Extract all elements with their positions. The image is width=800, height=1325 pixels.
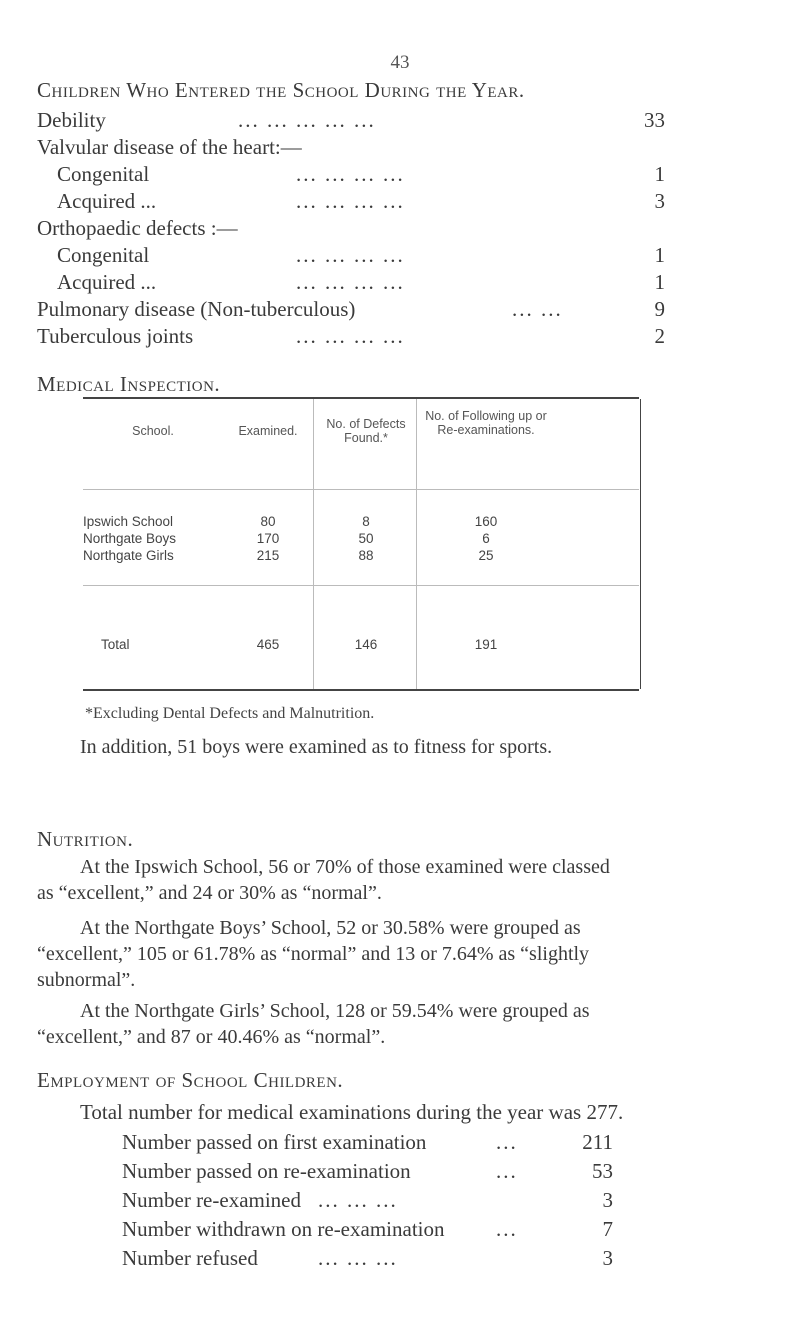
table-total-label: Total bbox=[101, 637, 130, 652]
entrant-value: 1 bbox=[654, 162, 665, 186]
entrant-label: Acquired ... bbox=[57, 189, 157, 213]
table-cell-school: Northgate Boys bbox=[83, 531, 177, 546]
header-school: School. bbox=[132, 424, 174, 438]
employment-value: 7 bbox=[602, 1217, 613, 1241]
table-cell-school: Northgate Girls bbox=[83, 548, 174, 563]
nutrition-line: At the Northgate Boys’ School, 52 or 30.58% were grouped as bbox=[80, 917, 581, 939]
employment-label: Number refused bbox=[122, 1246, 258, 1270]
entrants-heading: Children Who Entered the School During the Year. bbox=[37, 78, 525, 102]
leader-dots: ... ... ... ... bbox=[296, 324, 405, 348]
table-cell-defects: 50 bbox=[358, 531, 374, 546]
table-total-followups: 191 bbox=[474, 637, 498, 652]
table-total-examined: 465 bbox=[256, 637, 280, 652]
employment-label: Number withdrawn on re-examination bbox=[122, 1217, 445, 1241]
entrant-label: Congenital bbox=[57, 243, 150, 267]
entrant-value: 1 bbox=[654, 270, 665, 294]
employment-heading: Employment of School Children. bbox=[37, 1068, 344, 1092]
header-examined: Examined. bbox=[238, 424, 298, 438]
nutrition-line: subnormal”. bbox=[37, 969, 136, 991]
table-footnote: *Excluding Dental Defects and Malnutrition. bbox=[85, 705, 375, 722]
entrant-label: Pulmonary disease (Non-tuberculous) bbox=[37, 297, 356, 321]
table-cell-examined: 215 bbox=[256, 548, 280, 563]
employment-value: 53 bbox=[592, 1159, 613, 1183]
leader-dots: ... bbox=[496, 1159, 518, 1183]
employment-value: 3 bbox=[602, 1188, 613, 1212]
entrant-label: Valvular disease of the heart:— bbox=[37, 135, 302, 159]
column-divider bbox=[416, 399, 417, 689]
entrant-value: 1 bbox=[654, 243, 665, 267]
leader-dots: ... ... ... bbox=[318, 1246, 398, 1270]
leader-dots: ... bbox=[496, 1130, 518, 1154]
table-cell-followups: 25 bbox=[478, 548, 494, 563]
employment-value: 211 bbox=[582, 1130, 613, 1154]
employment-label: Number passed on re-examination bbox=[122, 1159, 411, 1183]
nutrition-line: At the Ipswich School, 56 or 70% of those examined were classed bbox=[80, 856, 610, 878]
employment-label: Number re-examined bbox=[122, 1188, 302, 1212]
leader-dots: ... ... ... ... bbox=[296, 162, 405, 186]
header-followups: No. of Following up or Re-examinations. bbox=[425, 409, 547, 437]
nutrition-line: At the Northgate Girls’ School, 128 or 59.54% were grouped as bbox=[80, 1000, 590, 1022]
page-number: 43 bbox=[390, 52, 410, 73]
nutrition-heading: Nutrition. bbox=[37, 827, 134, 851]
nutrition-line: “excellent,” 105 or 61.78% as “normal” and 13 or 7.64% as “slightly bbox=[37, 943, 590, 965]
table-cell-school: Ipswich School bbox=[83, 514, 174, 529]
entrant-value: 33 bbox=[644, 108, 665, 132]
nutrition-line: as “excellent,” and 24 or 30% as “normal”. bbox=[37, 882, 382, 904]
addition-sentence: In addition, 51 boys were examined as to fitness for sports. bbox=[80, 736, 553, 758]
entrant-label: Congenital bbox=[57, 162, 150, 186]
leader-dots: ... ... ... bbox=[318, 1188, 398, 1212]
table-cell-defects: 88 bbox=[358, 548, 374, 563]
leader-dots: ... ... ... ... bbox=[296, 243, 405, 267]
leader-dots: ... ... ... ... bbox=[296, 270, 405, 294]
entrant-value: 2 bbox=[654, 324, 665, 348]
employment-value: 3 bbox=[602, 1246, 613, 1270]
entrant-label: Orthopaedic defects :— bbox=[37, 216, 238, 240]
entrant-label: Tuberculous joints bbox=[37, 324, 194, 348]
employment-intro: Total number for medical examinations during the year was 277. bbox=[80, 1100, 624, 1124]
entrant-label: Acquired ... bbox=[57, 270, 157, 294]
table-cell-examined: 80 bbox=[260, 514, 276, 529]
table-total-defects: 146 bbox=[354, 637, 378, 652]
leader-dots: ... ... ... ... bbox=[296, 189, 405, 213]
nutrition-line: “excellent,” and 87 or 40.46% as “normal”. bbox=[37, 1026, 386, 1048]
employment-label: Number passed on first examination bbox=[122, 1130, 427, 1154]
entrant-value: 9 bbox=[654, 297, 665, 321]
table-cell-followups: 6 bbox=[482, 531, 490, 546]
inspection-table bbox=[83, 397, 639, 691]
leader-dots: ... ... bbox=[512, 297, 563, 321]
header-divider bbox=[83, 489, 639, 490]
leader-dots: ... bbox=[496, 1217, 518, 1241]
leader-dots: ... ... ... ... ... bbox=[238, 108, 376, 132]
header-defects: No. of Defects Found.* bbox=[326, 417, 406, 445]
table-right-border bbox=[640, 399, 641, 689]
column-divider bbox=[313, 399, 314, 689]
table-cell-examined: 170 bbox=[256, 531, 280, 546]
table-cell-followups: 160 bbox=[474, 514, 498, 529]
entrant-value: 3 bbox=[654, 189, 665, 213]
entrant-label: Debility bbox=[37, 108, 106, 132]
table-cell-defects: 8 bbox=[362, 514, 370, 529]
medical-heading: Medical Inspection. bbox=[37, 372, 221, 396]
total-divider bbox=[83, 585, 639, 586]
